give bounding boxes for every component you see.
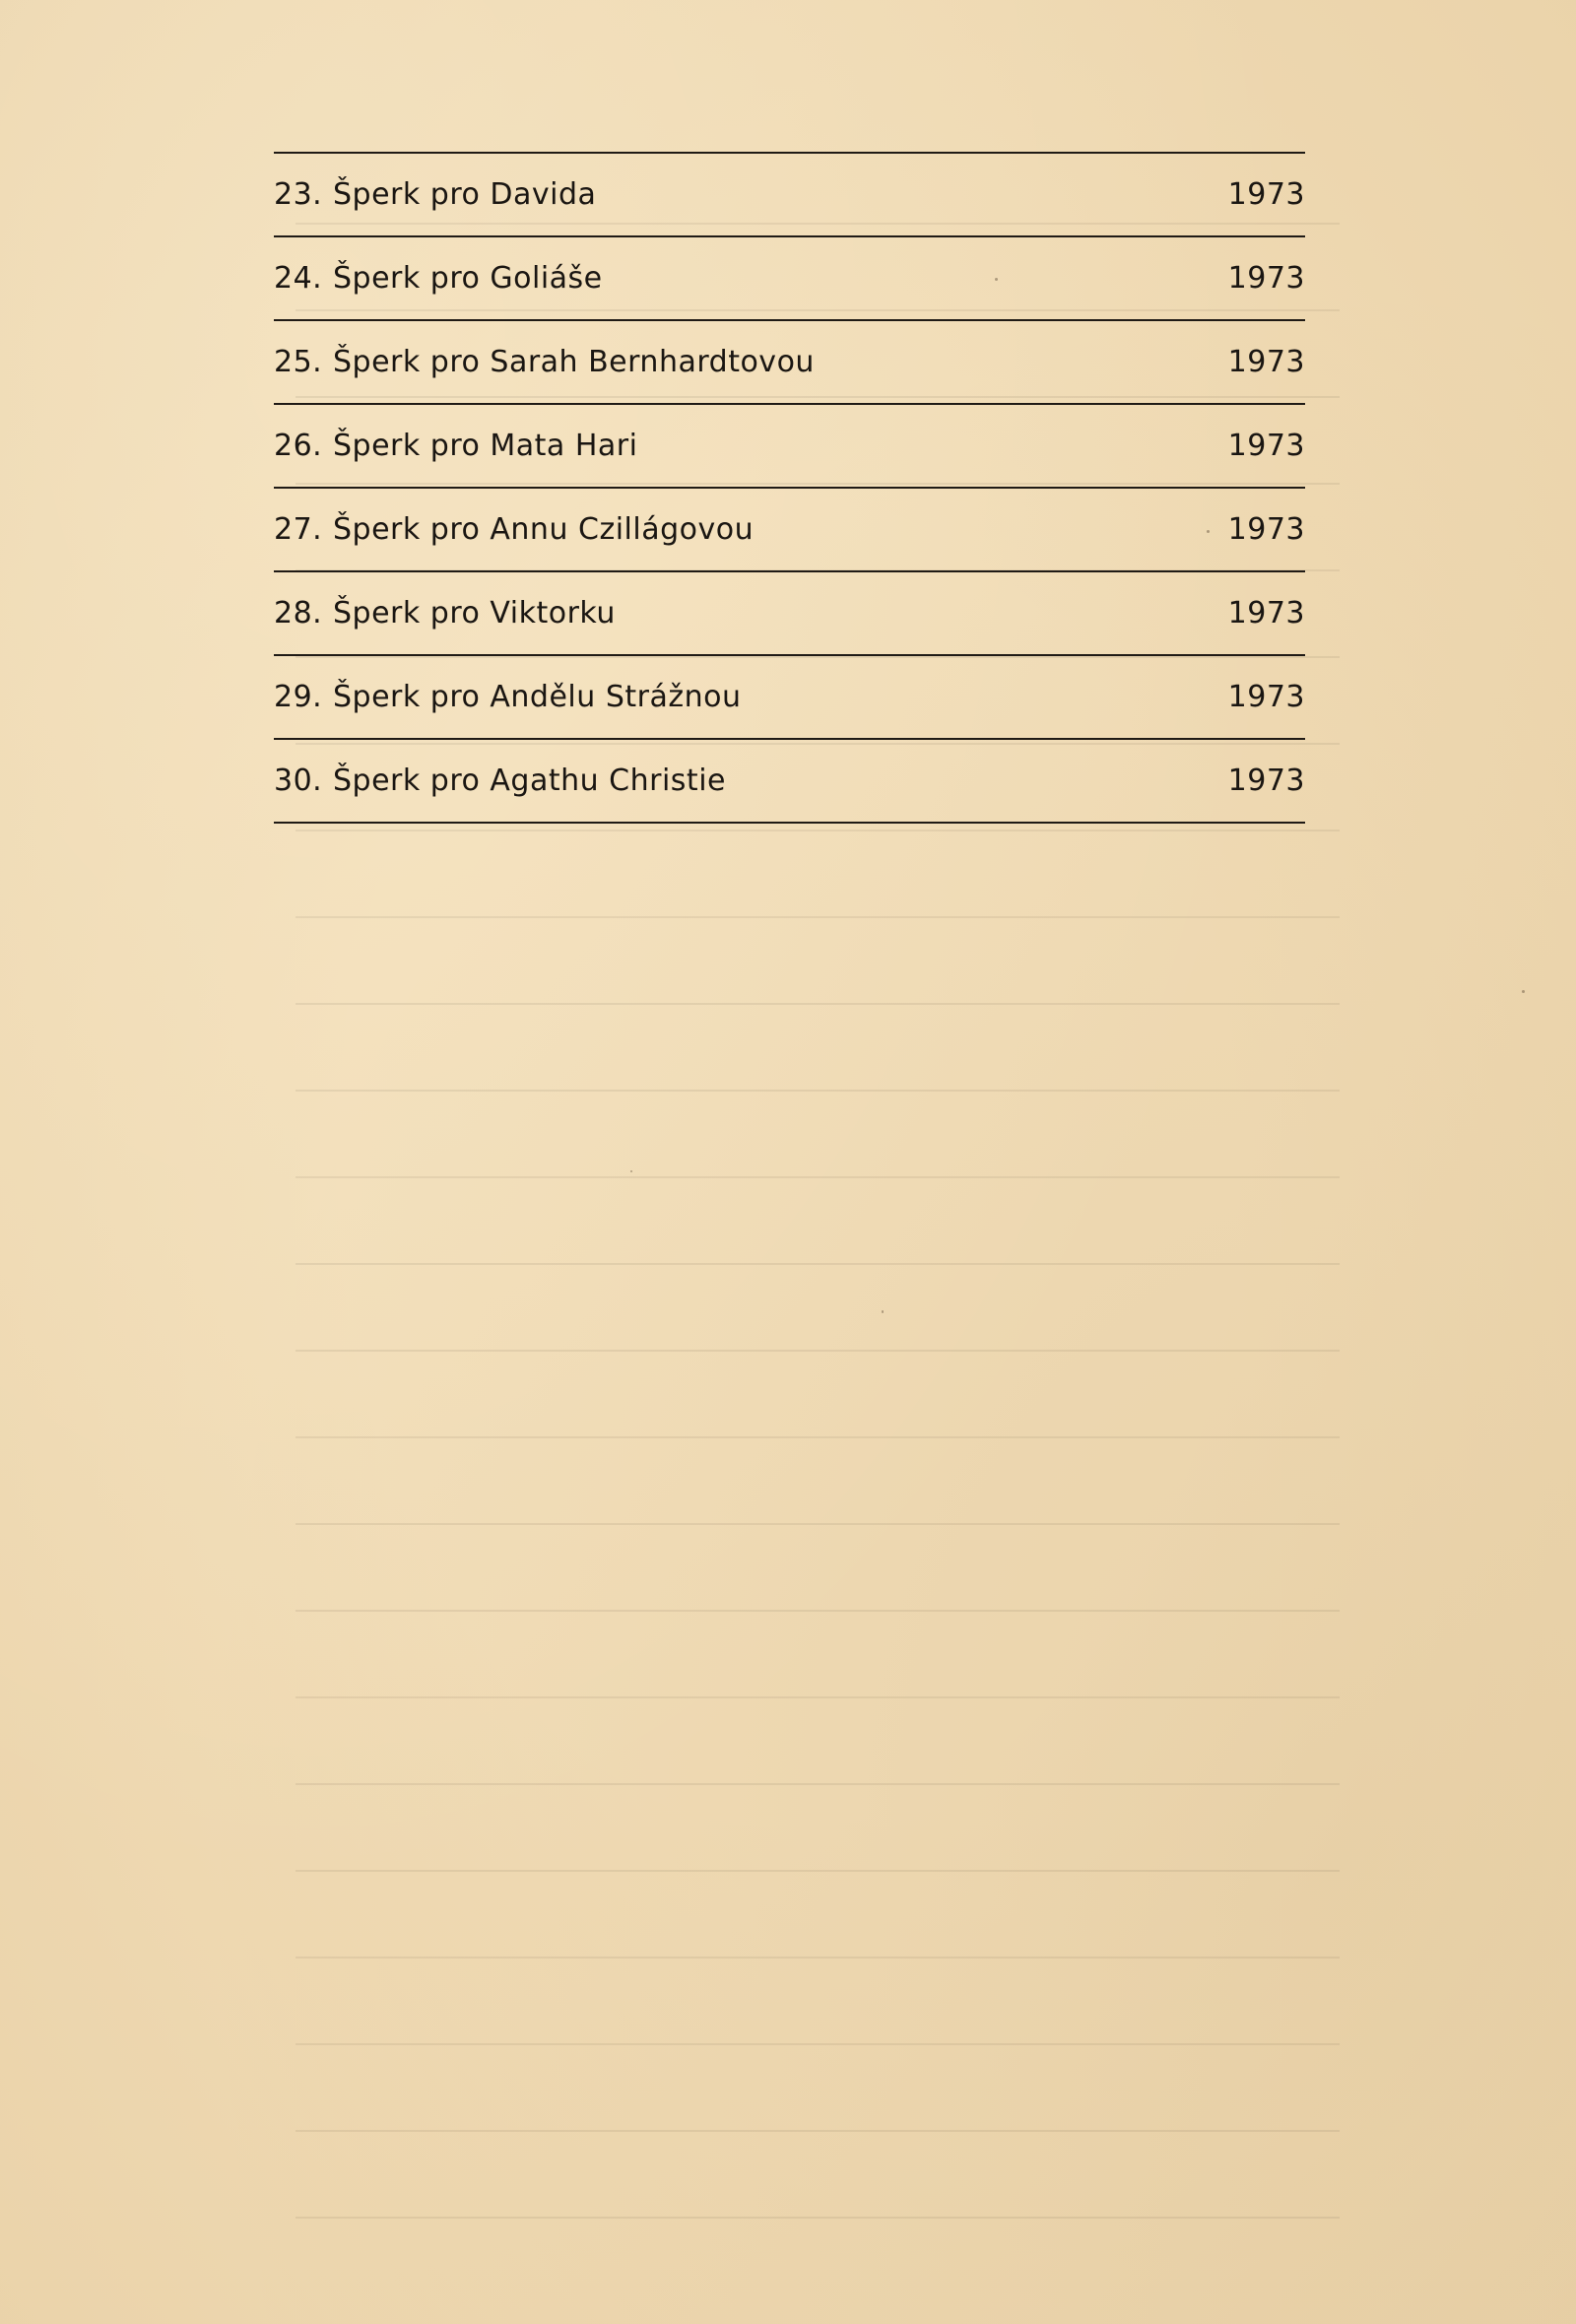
entry-number: 29. xyxy=(274,680,323,714)
entry-year: 1973 xyxy=(1227,764,1305,798)
entry-year: 1973 xyxy=(1227,429,1305,463)
list-item xyxy=(274,740,1305,824)
entry-title: Šperk pro Annu Czillágovou xyxy=(333,512,755,547)
list-item xyxy=(274,405,1305,489)
entry-title: Šperk pro Agathu Christie xyxy=(333,764,726,798)
paper-speck xyxy=(882,1310,884,1313)
entry-number: 24. xyxy=(274,261,323,296)
list-item xyxy=(274,489,1305,572)
entry-year: 1973 xyxy=(1227,345,1305,379)
entry-number: 30. xyxy=(274,764,323,798)
entry-title: Šperk pro Mata Hari xyxy=(333,429,638,463)
paper-speck xyxy=(1522,990,1525,993)
list-item xyxy=(274,656,1305,740)
list-item xyxy=(274,321,1305,405)
entry-year: 1973 xyxy=(1227,261,1305,296)
entry-number: 27. xyxy=(274,512,323,547)
entry-title: Šperk pro Viktorku xyxy=(333,596,616,631)
title-list xyxy=(274,152,1305,824)
entry-year: 1973 xyxy=(1227,177,1305,212)
entry-number: 23. xyxy=(274,177,323,212)
list-item xyxy=(274,154,1305,237)
entry-year: 1973 xyxy=(1227,512,1305,547)
entry-title: Šperk pro Davida xyxy=(333,177,597,212)
list-item xyxy=(274,572,1305,656)
entry-title: Šperk pro Sarah Bernhardtovou xyxy=(333,345,815,379)
paper-speck xyxy=(630,1170,632,1172)
list-item xyxy=(274,237,1305,321)
entry-year: 1973 xyxy=(1227,596,1305,631)
entry-number: 26. xyxy=(274,429,323,463)
entry-number: 25. xyxy=(274,345,323,379)
entry-title: Šperk pro Goliáše xyxy=(333,261,603,296)
entry-number: 28. xyxy=(274,596,323,631)
entry-title: Šperk pro Andělu Strážnou xyxy=(333,680,742,714)
entry-year: 1973 xyxy=(1227,680,1305,714)
